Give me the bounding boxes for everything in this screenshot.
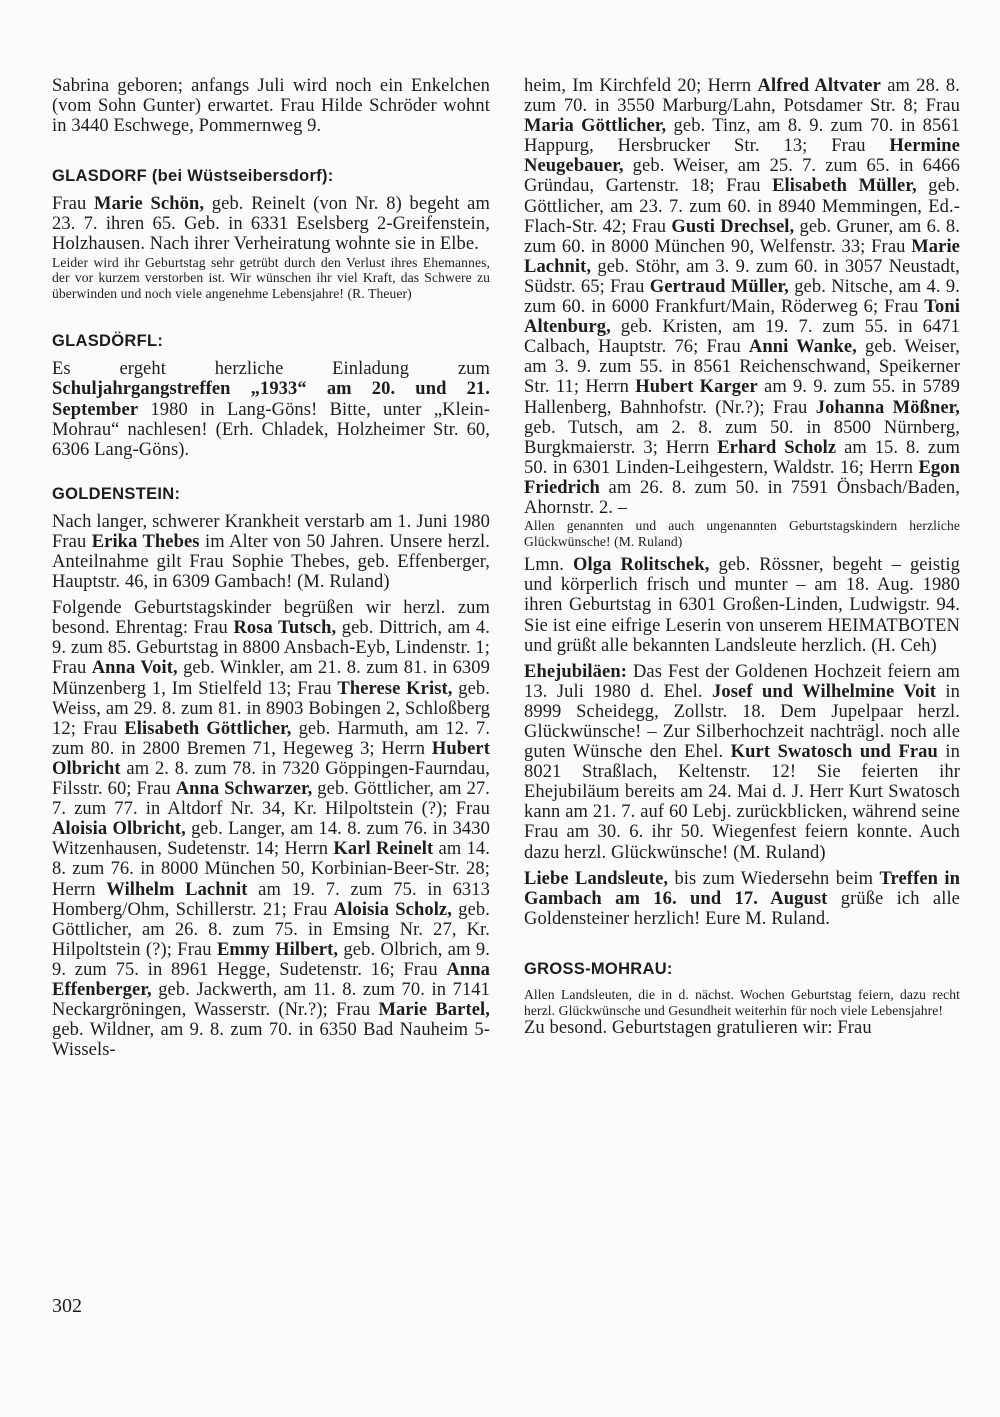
paragraph-glasdoerfl xyxy=(52,359,490,459)
event-title: Schuljahrgangstreffen „1933“ am 20. und 21. September xyxy=(52,379,490,420)
left-column xyxy=(52,76,490,1060)
name-erika-thebes: Erika Thebes xyxy=(91,531,200,552)
text-run: in 8021 Straßlach, Keltenstr. 12! Sie feierten ihr Ehejubiläum bereits am 24. Mai d. J. Herr Kurt Swatosch kann am 21. 7. auf 60 Lebj. zurückblicken, während seine Frau am 30. 6. ihr 50. Wiegenfest feiern konnte. Auch dazu herzl. Glückwünsche! (M. Ruland) xyxy=(524,742,960,863)
text-run: heim, Im Kirchfeld 20; Herrn xyxy=(524,76,758,96)
person-name: Marie Bartel, xyxy=(378,1000,490,1021)
person-name: Erhard Scholz xyxy=(717,437,837,458)
person-name: Hermine Neugebauer, xyxy=(524,136,960,177)
person-name: Hubert Olbricht xyxy=(52,738,490,779)
text-run: Es ergeht herzliche Einladung zum xyxy=(52,359,490,380)
text-run: am 9. 9. zum 55. in 5789 Hallenberg, Bahnhofstr. (Nr.?); Frau xyxy=(524,377,961,418)
text-run: am 2. 8. zum 78. in 7320 Göppingen-Faurndau, Filsstr. 60; Frau xyxy=(52,758,490,800)
text-run: geb. Reinelt (von Nr. 8) begeht am 23. 7. ihren 65. Geb. in 6331 Eselsberg 2-Greifenstein, Holzhausen. Nach ihrer Verheiratung wohnte sie in Elbe. xyxy=(52,194,490,255)
person-name: Egon Friedrich xyxy=(524,457,960,498)
person-name: Rosa Tutsch, xyxy=(233,618,337,639)
text-run: Frau xyxy=(52,194,95,215)
paragraph-olga-rolitschek xyxy=(524,555,960,655)
note-birthday-wishes: Allen genannten und auch ungenannten Geburtstagskindern herzliche Glückwünsche! (M. Ruland) xyxy=(524,518,960,549)
person-name: Gertraud Müller, xyxy=(649,276,789,297)
text-run: im Alter von 50 Jahren. Unsere herzl. Anteilnahme gilt Frau Sophie Thebes, geb. Effenberger, Hauptstr. 46, in 6309 Gambach! (M. Ruland) xyxy=(52,531,490,593)
text-run: geb. Stöhr, am 3. 9. zum 60. in 3057 Neustadt, Südstr. 65; Frau xyxy=(524,256,960,297)
text-run: geb. Weiss, am 29. 8. zum 81. in 8903 Bobingen 2, Schloßberg 12; Frau xyxy=(52,678,490,739)
person-name: Anna Voit, xyxy=(91,658,178,679)
person-name: Johanna Mößner, xyxy=(815,397,960,418)
paragraph-schroeder: Sabrina geboren; anfangs Juli wird noch ein Enkelchen (vom Sohn Gunter) erwartet. Frau Hilde Schröder wohnt in 3440 Eschwege, Pommernweg 9. xyxy=(52,76,490,137)
person-name: Elisabeth Müller, xyxy=(772,176,917,197)
person-name: Hubert Karger xyxy=(635,377,758,398)
text-run: geb. Weiser, am 3. 9. zum 55. in 8561 Reichenschwand, Speikerner Str. 11; Herrn xyxy=(524,337,960,398)
text-run: am 15. 8. zum 50. in 6301 Linden-Leihgestern, Waldstr. 16; Herrn xyxy=(524,437,960,478)
person-name: Elisabeth Göttlicher, xyxy=(124,718,292,739)
text-run: geb. Wildner, am 9. 8. zum 70. in 6350 Bad Nauheim 5-Wissels- xyxy=(52,1020,490,1061)
text-run: geb. Harmuth, am 12. 7. zum 80. in 2800 Bremen 71, Hegeweg 3; Herrn xyxy=(52,718,491,759)
person-name: Wilhelm Lachnit xyxy=(106,879,248,900)
text-run: geb. Olbrich, am 9. 9. zum 75. in 8961 Hegge, Sudetenstr. 16; Frau xyxy=(52,939,490,980)
person-name: Anna Schwarzer, xyxy=(175,779,313,800)
text-run: geb. Weiser, am 25. 7. zum 65. in 6466 Gründau, Gartenstr. 18; Frau xyxy=(524,156,960,197)
person-name: Alfred Altvater xyxy=(757,76,881,96)
text-run: 1980 in Lang-Göns! Bitte, unter „Klein-Mohrau“ nachlesen! (Erh. Chladek, Holzheimer Str. 60, 6306 Lang-Göns). xyxy=(52,399,490,460)
note-glasdorf: Leider wird ihr Geburtstag sehr getrübt durch den Verlust ihres Ehemannes, der vor kurzem verstorben ist. Wir wünschen ihr viel Kraft, das Schwere zu überwinden und noch viele angenehme Lebensjahre! (R. Theuer) xyxy=(52,254,490,301)
person-name: Marie Lachnit, xyxy=(524,236,960,277)
text-run: geb. Göttlicher, am 23. 7. zum 60. in 8940 Memmingen, Ed.-Flach-Str. 42; Frau xyxy=(524,176,960,237)
page-number: 302 xyxy=(52,1295,82,1317)
person-name: Maria Göttlicher, xyxy=(524,116,667,137)
heading-goldenstein: GOLDENSTEIN: xyxy=(52,484,181,503)
paragraph-obituary xyxy=(52,512,490,592)
paragraph-birthdays-continued xyxy=(524,76,960,518)
name-marie-schoen: Marie Schön, xyxy=(94,194,205,215)
text-run: geb. Jackwerth, am 11. 8. zum 70. in 7141 Neckargröningen, Wasserstr. (Nr.?); Frau xyxy=(52,979,490,1021)
text-run: am 14. 8. zum 76. in 8000 München 50, Korbinian-Beer-Str. 28; Herrn xyxy=(52,839,490,900)
text-run: geb. Winkler, am 21. 8. zum 81. in 6309 Münzenberg 1, Im Stielfeld 13; Frau xyxy=(52,658,490,699)
text-run: geb. Dittrich, am 4. 9. zum 85. Geburtstag in 8800 Ansbach-Eyb, Lindenstr. 1; Frau xyxy=(52,618,490,679)
text-run: geb. Göttlicher, am 26. 8. zum 75. in Emsing Nr. 27, Kr. Hilpoltstein (?); Frau xyxy=(52,899,490,960)
paragraph-birthdays xyxy=(52,598,490,1060)
text-run: geb. Göttlicher, am 27. 7. zum 77. in Altdorf Nr. 34, Kr. Hilpoltstein (?); Frau xyxy=(52,779,490,820)
heading-glasdoerfl: GLASDÖRFL: xyxy=(52,332,164,351)
text-run: Folgende Geburtstagskinder begrüßen wir herzl. zum besond. Ehrentag: Frau xyxy=(52,598,490,639)
person-name: Josef und Wilhelmine Voit xyxy=(712,681,937,702)
text-run: am 19. 7. zum 75. in 6313 Homberg/Ohm, Schillerstr. 21; Frau xyxy=(52,879,490,920)
section-label: Ehejubiläen: xyxy=(524,661,627,682)
person-name: Toni Altenburg, xyxy=(524,297,960,338)
person-name: Kurt Swatosch und Frau xyxy=(730,742,938,763)
person-name: Emmy Hilbert, xyxy=(216,939,339,960)
person-name: Aloisia Olbricht, xyxy=(52,819,186,840)
text-run: Das Fest der Goldenen Hochzeit feiern am 13. Juli 1980 d. Ehel. xyxy=(524,661,960,702)
event-title: Treffen in Gambach am 16. und 17. August xyxy=(524,868,960,909)
paragraph-gross-mohrau: Zu besond. Geburtstagen gratulieren wir: Frau xyxy=(524,1018,872,1039)
heading-gross-mohrau: GROSS-MOHRAU: xyxy=(524,959,673,978)
person-name: Anni Wanke, xyxy=(748,337,857,358)
person-name: Olga Rolitschek, xyxy=(573,555,710,576)
heading-glasdorf: GLASDORF (bei Wüstseibersdorf): xyxy=(52,167,334,186)
person-name: Gusti Drechsel, xyxy=(671,216,795,237)
text-run: bis zum Wiedersehn beim xyxy=(668,868,880,889)
text-run: geb. Nitsche, am 4. 9. zum 60. in 6000 Frankfurt/Main, Röderweg 6; Frau xyxy=(524,276,960,318)
person-name: Anna Effenberger, xyxy=(52,959,490,1000)
text-run: geb. Langer, am 14. 8. zum 76. in 3430 Witzenhausen, Sudetenstr. 14; Herrn xyxy=(52,819,490,860)
person-name: Karl Reinelt xyxy=(333,839,434,860)
paragraph-liebe-landsleute xyxy=(524,869,960,929)
text-run: in 8999 Scheidegg, Zollstr. 18. Dem Jupelpaar herzl. Glückwünsche! – Zur Silberhochzeit nachträgl. noch alle guten Wünsche den Ehel. xyxy=(524,681,960,763)
paragraph-glasdorf xyxy=(52,194,490,254)
person-name: Aloisia Scholz, xyxy=(333,899,452,920)
text-run: geb. Rössner, begeht – geistig und körperlich frisch und munter – am 18. Aug. 1980 ihren Geburtstag in 6301 Großen-Linden, Ludwigstr. 94. Sie ist eine eifrige Leserin von unserem HEIMATBOTEN und grüßt alle bekannten Landsleute herzlich. (H. Ceh) xyxy=(524,555,960,656)
text-run: Nach langer, schwerer Krankheit verstarb am 1. Juni 1980 Frau xyxy=(52,511,490,552)
right-column xyxy=(524,76,960,1038)
text-run: Lmn. xyxy=(524,555,574,576)
note-gross-mohrau: Allen Landsleuten, die in d. nächst. Wochen Geburtstag feiern, dazu recht herzl. Glückwünsche und Gesundheit weiterhin für noch viele Lebensjahre! xyxy=(524,986,960,1018)
text-run: geb. Tinz, am 8. 9. zum 70. in 8561 Happurg, Hersbrucker Str. 13; Frau xyxy=(524,116,960,157)
greeting: Liebe Landsleute, xyxy=(524,868,669,889)
text-run: geb. Tutsch, am 2. 8. zum 50. in 8500 Nürnberg, Burgkmaierstr. 3; Herrn xyxy=(524,417,960,458)
text-run: am 26. 8. zum 50. in 7591 Önsbach/Baden, Ahornstr. 2. – xyxy=(524,477,960,518)
paragraph-ehejubilaeen xyxy=(524,662,960,863)
text-run: grüße ich alle Goldensteiner herzlich! Eure M. Ruland. xyxy=(524,888,960,929)
text-run: am 28. 8. zum 70. in 3550 Marburg/Lahn, Potsdamer Str. 8; Frau xyxy=(524,76,961,117)
text-run: geb. Gruner, am 6. 8. zum 60. in 8000 München 90, Welfenstr. 33; Frau xyxy=(524,216,960,257)
text-run: geb. Kristen, am 19. 7. zum 55. in 6471 Calbach, Hauptstr. 76; Frau xyxy=(524,317,960,358)
person-name: Therese Krist, xyxy=(337,678,453,699)
